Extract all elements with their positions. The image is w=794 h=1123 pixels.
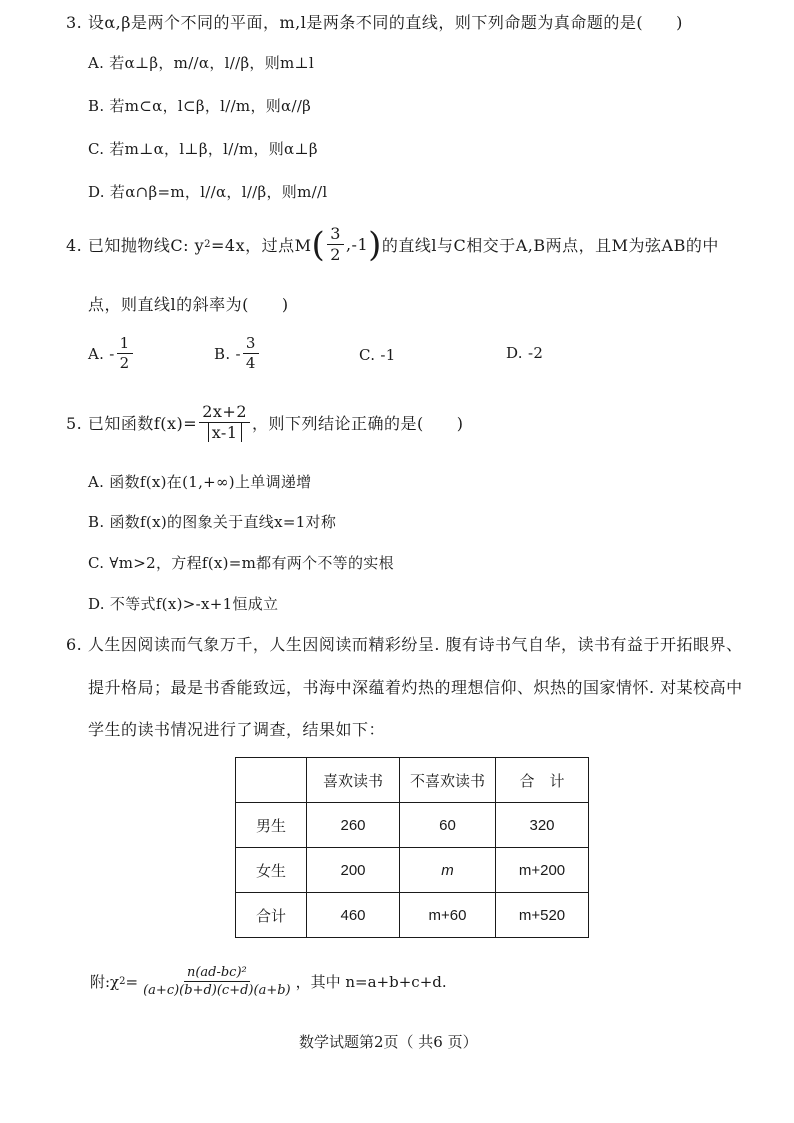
- page-footer: 数学试题第2页（ 共6 页）: [299, 1033, 478, 1051]
- table-row-label: 女生: [236, 848, 307, 893]
- q4-stem: [66, 226, 719, 263]
- table-row: [236, 848, 589, 893]
- q4-option-c: [359, 346, 396, 364]
- q4-option-b-label: B.: [214, 344, 231, 363]
- q4-point-den: 2: [330, 245, 341, 264]
- table-row: [236, 803, 589, 848]
- right-paren: ): [368, 224, 382, 265]
- table-header-cell: 喜欢读书: [307, 758, 400, 803]
- q4-option-d: [506, 344, 543, 362]
- table-cell: 260: [307, 803, 400, 848]
- q3-stem: 3. 设α,β是两个不同的平面，m,l是两条不同的直线，则下列命题为真命题的是( ): [66, 13, 683, 32]
- q4-point-y: ,-1: [345, 235, 369, 254]
- q4-stem-c: 的直线l与C相交于A,B两点，且M为弦AB的中: [381, 236, 719, 255]
- table-row-label: 男生: [236, 803, 307, 848]
- q4-option-a-den: 2: [119, 354, 130, 372]
- table-header-row: [236, 758, 589, 803]
- q4-option-a-fraction: [117, 336, 133, 371]
- q5-option-d: D. 不等式f(x)>-x+1恒成立: [88, 595, 279, 613]
- q4-stem-b: =4x，过点M: [211, 236, 312, 255]
- q4-option-b-den: 4: [245, 354, 256, 372]
- table-cell: m: [400, 848, 496, 893]
- q4-option-a-sign: -: [109, 344, 115, 363]
- q4-stem-a: 4. 已知抛物线C: y: [66, 236, 205, 255]
- q5-num: 2x+2: [199, 404, 250, 423]
- formula-num: n(ad-bc)²: [184, 966, 250, 982]
- q4-option-b: [214, 336, 261, 371]
- table-cell: m+60: [400, 893, 496, 938]
- q3-option-a: A. 若α⊥β，m//α，l//β，则m⊥l: [88, 54, 315, 72]
- table-header-cell: 不喜欢读书: [400, 758, 496, 803]
- table-cell: m+520: [496, 893, 589, 938]
- q6-line3: 学生的读书情况进行了调查，结果如下：: [88, 720, 386, 739]
- q4-option-b-num: 3: [243, 336, 259, 354]
- table-cell: 200: [307, 848, 400, 893]
- formula-exp: 2: [119, 976, 126, 987]
- q4-option-b-sign: -: [235, 344, 241, 363]
- formula-den: (a+c)(b+d)(c+d)(a+b): [143, 983, 291, 998]
- q4-option-b-fraction: [243, 336, 259, 371]
- table-header-cell: [236, 758, 307, 803]
- table-cell: 460: [307, 893, 400, 938]
- q3-option-c: C. 若m⊥α，l⊥β，l//m，则α⊥β: [88, 140, 318, 158]
- table-cell: 320: [496, 803, 589, 848]
- q5-option-b: B. 函数f(x)的图象关于直线x=1对称: [88, 513, 337, 531]
- formula-eq: =: [125, 972, 139, 991]
- q5-stem-a: 5. 已知函数f(x)=: [66, 414, 198, 433]
- q4-option-a-label: A.: [88, 344, 105, 363]
- formula-fraction: [140, 966, 294, 997]
- q4-option-c-text: -1: [380, 346, 396, 364]
- q5-fraction: [199, 404, 250, 441]
- q5-stem-b: ，则下列结论正确的是( ): [252, 414, 464, 433]
- q3-option-d: D. 若α∩β=m，l//α，l//β，则m//l: [88, 183, 328, 201]
- q5-den: x-1: [208, 423, 242, 442]
- chi-square-formula: [90, 966, 447, 997]
- q3-option-b: B. 若m⊂α，l⊂β，l//m，则α//β: [88, 97, 312, 115]
- q4-point-fraction: [327, 226, 344, 263]
- q4-option-d-text: -2: [527, 344, 544, 362]
- q4-option-d-label: D.: [506, 344, 523, 362]
- q5-stem: [66, 404, 464, 441]
- survey-table: [235, 757, 589, 938]
- q4-stem-line2: 点，则直线l的斜率为( ): [88, 295, 289, 314]
- formula-suffix: ，其中 n=a+b+c+d.: [295, 973, 447, 991]
- q4-point-num: 3: [327, 226, 344, 245]
- q4-option-a-num: 1: [117, 336, 133, 354]
- q6-line1: 6. 人生因阅读而气象万千，人生因阅读而精彩纷呈. 腹有诗书气自华，读书有益于开拓眼界、: [66, 635, 743, 654]
- formula-prefix: 附:χ: [90, 973, 120, 991]
- q5-den-wrap: [205, 423, 245, 441]
- table-row: [236, 893, 589, 938]
- table-row-label: 合计: [236, 893, 307, 938]
- q4-stem-exp: 2: [204, 239, 211, 250]
- q6-line2: 提升格局；最是书香能致远，书海中深蕴着灼热的理想信仰、炽热的国家情怀. 对某校高中: [88, 678, 743, 697]
- q4-option-c-label: C.: [359, 346, 376, 364]
- q4-option-a: [88, 336, 135, 371]
- q5-option-a: A. 函数f(x)在(1,+∞)上单调递增: [88, 473, 312, 491]
- left-paren: (: [311, 224, 326, 265]
- q5-option-c: C. ∀m>2，方程f(x)=m都有两个不等的实根: [88, 554, 394, 572]
- table-cell: m+200: [496, 848, 589, 893]
- table-header-cell: 合 计: [496, 758, 589, 803]
- table-cell: 60: [400, 803, 496, 848]
